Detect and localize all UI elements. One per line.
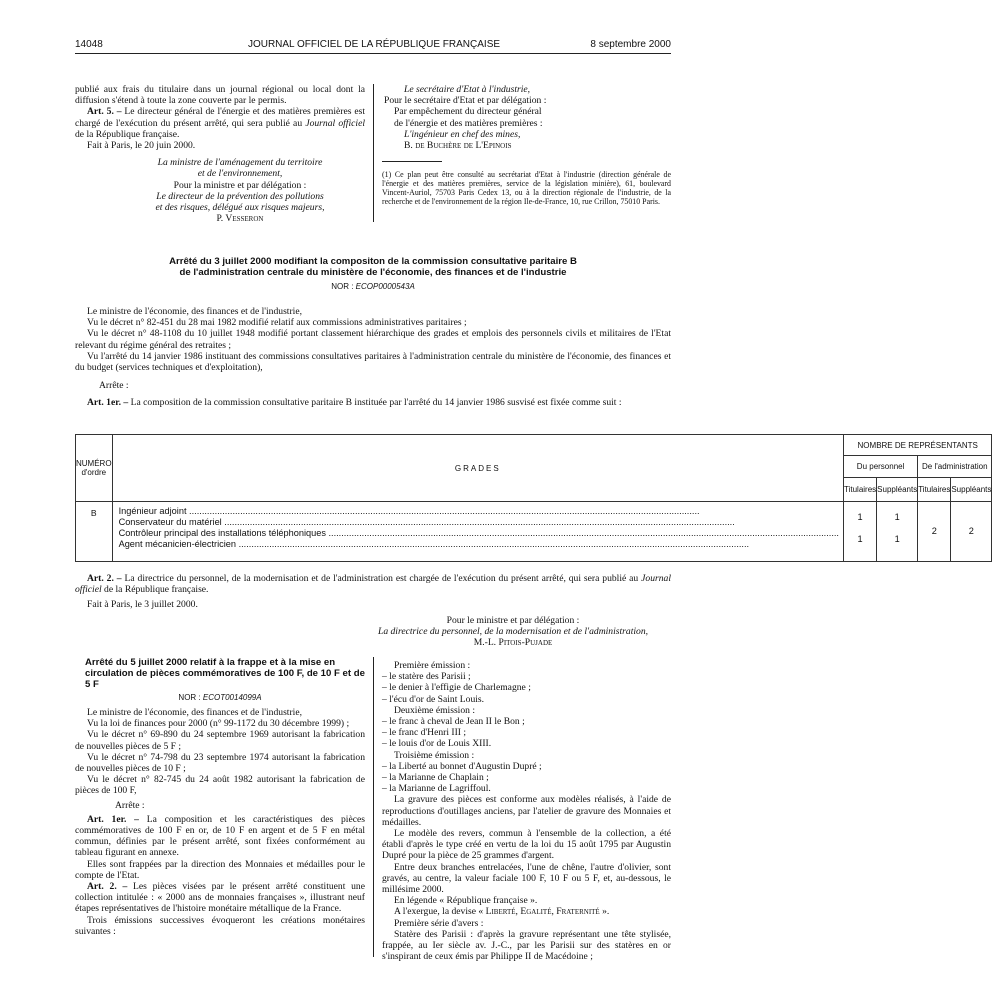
paragraph: publié aux frais du titulaire dans un journal régional ou local dont la diffusion s'étend à toute la zone couverte par le permis. [75, 84, 365, 107]
arrete-label: Arrête : [99, 380, 129, 392]
emission-heading: Deuxième émission : [394, 704, 475, 716]
article-label: Art. 5. – [87, 106, 122, 118]
paragraph: Vu le décret n° 74-798 du 23 septembre 1974 autorisant la fabrication de nouvelles pièces de 10 F ; [75, 751, 365, 775]
title-line: de l'administration centrale du ministère de l'économie, des finances et de l'industrie [179, 267, 567, 278]
admin-titulaires-cell: 2 [918, 502, 951, 562]
value: 1 [894, 512, 900, 522]
paragraph: La gravure des pièces est conforme aux modèles réalisés, à l'aide de reproductions d'outillages anciens, par l'atelier de gravure des Monnaies et médailles. [382, 794, 671, 828]
article-label: Art. 2. – [87, 573, 122, 584]
signature-title: Le secrétaire d'Etat à l'industrie, [404, 84, 531, 95]
paragraph: Vu l'arrêté du 14 janvier 1986 instituant des commissions consultatives paritaires à l'administration centrale du ministère de l'économie, des finances et du budget (services techniques et d'exploitation), [75, 350, 671, 374]
article-text-end: de la République française. [75, 128, 180, 140]
fait-a-paris: Fait à Paris, le 3 juillet 2000. [87, 599, 198, 611]
arrete-1-nor: NOR : ECOP0000543A [331, 282, 415, 291]
perso-titulaires-cell [844, 502, 877, 562]
article-text: Le directeur général de l'énergie et des matières premières est chargé de l'exécution du présent arrêté, qui sera publié au [75, 106, 365, 129]
header-administration: De l'administration [918, 456, 992, 478]
signature-title: et de l'environnement, [197, 168, 283, 180]
arrete-2-right-column [382, 660, 671, 962]
representatives-table [75, 434, 992, 562]
paragraph: Elles sont frappées par la direction des Monnaies et médailles pour le compte de l'Etat. [75, 858, 365, 881]
arrete-2-nor: NOR : ECOT0014099A [178, 693, 262, 702]
article-2 [75, 573, 671, 595]
signature-delegation: de l'énergie et des matières premières : [394, 117, 543, 129]
header-nombre: NOMBRE DE REPRÉSENTANTS [844, 435, 992, 456]
list-item: – le denier à l'effigie de Charlemagne ; [382, 682, 531, 694]
signature-delegation: Pour le secrétaire d'Etat et par délégation : [384, 95, 547, 107]
arrete-1-body [75, 306, 671, 409]
grade-item: Conservateur du matériel ........................................................................................................................................................................................................ [118, 517, 735, 527]
signature-delegation: Pour la ministre et par délégation : [173, 179, 307, 191]
list-item: – la Marianne de Lagriffoul. [382, 783, 491, 795]
header-rule [75, 53, 671, 54]
emission-heading: Première émission : [394, 660, 471, 671]
nor-code: ECOT0014099A [202, 693, 262, 702]
signature-delegation: Par empêchement du directeur général [394, 106, 542, 118]
paragraph: A l'exergue, la devise « Liberté, Egalité, Fraternité ». [394, 906, 610, 918]
arrete-2-left-column [75, 657, 365, 937]
article-text: La composition de la commission consultative paritaire B instituée par l'arrêté du 14 janvier 1986 susvisé est fixée comme suit : [128, 397, 622, 409]
value: 1 [857, 534, 863, 544]
article-text: La composition et les caractéristiques des pièces commémoratives de 100 F en or, de 10 F en argent et de 5 F en métal commun, définies par le présent arrêté, sont fixées conformément au tableau figurant en annexe. [75, 813, 365, 859]
article-2 [75, 881, 365, 915]
footnote-rule [382, 161, 442, 162]
signature-title: La directrice du personnel, de la modernisation et de l'administration, [377, 625, 649, 637]
page-number: 14048 [75, 39, 103, 50]
signature-title: Le directeur de la prévention des pollutions [156, 190, 324, 202]
fait-a-paris: Fait à Paris, le 20 juin 2000. [87, 140, 196, 152]
grades-cell [112, 502, 843, 562]
list-item: – la Liberté au bonnet d'Augustin Dupré ; [382, 760, 542, 772]
signature-title: L'ingénieur en chef des mines, [404, 128, 521, 140]
paragraph: En légende « République française ». [394, 895, 538, 907]
article-text: Les pièces visées par le présent arrêté constituent une collection intitulée : « 2000 ans de monnaies françaises », illustrant neuf étapes représentatives de l'histoire monétaire métallique de la France. [75, 881, 365, 915]
paragraph: Entre deux branches entrelacées, l'une de chêne, l'autre d'olivier, sont gravés, au centre, la valeur faciale 100 F, 10 F ou 5 F, et, au-dessous, le millésime 2000. [382, 861, 671, 896]
nor-code: ECOP0000543A [355, 282, 415, 291]
signature-title: La ministre de l'aménagement du territoire [157, 157, 323, 169]
emission-heading: Troisième émission : [394, 749, 475, 761]
header-personnel: Du personnel [844, 456, 918, 478]
list-item: – l'écu d'or de Saint Louis. [382, 693, 485, 705]
table-row [76, 502, 992, 562]
list-item: – le franc d'Henri III ; [382, 727, 467, 739]
journal-officiel-ref: Journal officiel [305, 117, 365, 129]
list-item: – le statère des Parisii ; [382, 671, 471, 683]
paragraph: Trois émissions successives évoqueront les créations monétaires suivantes : [75, 914, 365, 937]
article-text-end: de la République française. [101, 584, 209, 596]
signature-delegation: Pour le ministre et par délégation : [446, 614, 580, 626]
paragraph: Vu le décret n° 48-1108 du 10 juillet 1948 modifié portant classement hiérarchique des grades et emplois des personnels civils et militaires de l'Etat relevant du régime général des retraites ; [75, 328, 671, 351]
top-left-column [75, 84, 365, 224]
header-numero: NUMÉRO d'ordre [76, 435, 113, 502]
article-label: Art. 2. – [87, 881, 128, 893]
arrete-2-title: Arrêté du 5 juillet 2000 relatif à la frappe et à la mise en circulation de pièces commémoratives de 100 F, de 10 F et de 5 F [85, 657, 365, 690]
paragraph: Vu le décret n° 69-890 du 24 septembre 1969 autorisant la fabrication de nouvelles pièces de 5 F ; [75, 729, 365, 752]
article-text: La directrice du personnel, de la modernisation et de l'administration est chargée de l'exécution du présent arrêté, qui sera publié au [121, 573, 642, 584]
article-label: Art. 1er. – [87, 813, 139, 825]
signature-name: P. Vesseron [216, 213, 264, 225]
arrete-1-closing [75, 573, 671, 648]
arrete-label: Arrête : [115, 799, 145, 811]
devise: Liberté, Egalité, Fraternité [485, 906, 600, 918]
footnote: (1) Ce plan peut être consulté au secrétariat d'Etat à l'industrie (direction générale de l'énergie et des matières premières, service de la législation minière), 61, boulevard Vincent-Auriol, 75703 Paris Cedex 13, ou à la direction régionale de l'industrie, de la recherche et de l'environnement de la région Ile-de-France, 10, rue Crillon, 75010 Paris. [382, 170, 671, 207]
article-5 [75, 106, 365, 140]
header-date: 8 septembre 2000 [590, 39, 671, 50]
paragraph: Vu le décret n° 82-451 du 28 mai 1982 modifié relatif aux commissions administratives paritaires ; [87, 317, 467, 329]
journal-officiel-ref: Journal officiel [75, 573, 671, 596]
paragraph: Vu le décret n° 82-745 du 24 août 1982 autorisant la fabrication de pièces de 100 F, [75, 774, 365, 797]
paragraph: Le ministre de l'économie, des finances et de l'industrie, [87, 306, 302, 317]
top-right-column [382, 84, 671, 206]
article-1 [75, 814, 365, 859]
arrete-1-title [75, 256, 671, 278]
list-item: – la Marianne de Chaplain ; [382, 772, 489, 784]
list-item: – le franc à cheval de Jean II le Bon ; [382, 716, 525, 728]
title-line: Arrêté du 3 juillet 2000 modifiant la compositon de la commission consultative paritaire B [169, 256, 577, 267]
grade-item: Ingénieur adjoint ........................................................................................................................................................................................................ [118, 506, 700, 516]
paragraph: Statère des Parisii : d'après la gravure représentant une tête stylisée, frappée, au Ier siècle av. J.-C., par les Parisii sur des statères en or s'inspirant de ceux émis par Philippe II de Macédoine ; [382, 928, 671, 963]
header-titulaires: Titulaires [918, 478, 951, 502]
paragraph: Vu la loi de finances pour 2000 (n° 99-1172 du 30 décembre 1999) ; [87, 718, 350, 730]
article-label: Art. 1er. – [87, 397, 129, 409]
signature-name: B. de Buchère de L'Epinois [404, 140, 512, 152]
row-numero: B [76, 502, 113, 562]
article-1 [75, 397, 671, 408]
signature-name: M.-L. Pitois-Pujade [473, 637, 553, 649]
header-suppleants: Suppléants [951, 478, 992, 502]
value: 1 [857, 512, 863, 522]
signature-title: et des risques, délégué aux risques majeurs, [155, 202, 325, 214]
header-titulaires: Titulaires [844, 478, 877, 502]
grade-item: Contrôleur principal des installations téléphoniques ........................................................................................................................................................................................................ [118, 528, 839, 538]
value: 1 [894, 534, 900, 544]
column-divider [373, 84, 374, 222]
header-grades: GRADES [112, 435, 843, 502]
column-divider [373, 657, 374, 957]
grade-item: Agent mécanicien-électricien ........................................................................................................................................................................................................ [118, 539, 750, 549]
header-suppleants: Suppléants [877, 478, 918, 502]
paragraph: Première série d'avers : [394, 917, 484, 929]
paragraph: Le modèle des revers, commun à l'ensemble de la collection, a été établi d'après le type créé en vertu de la loi du 15 août 1795 par Augustin Dupré pour la pièce de 25 grammes d'argent. [382, 828, 671, 862]
paragraph: Le ministre de l'économie, des finances et de l'industrie, [87, 707, 302, 718]
journal-title: JOURNAL OFFICIEL DE LA RÉPUBLIQUE FRANÇAISE [247, 39, 501, 50]
list-item: – le louis d'or de Louis XIII. [382, 738, 492, 750]
admin-suppleants-cell: 2 [951, 502, 992, 562]
perso-suppleants-cell [877, 502, 918, 562]
